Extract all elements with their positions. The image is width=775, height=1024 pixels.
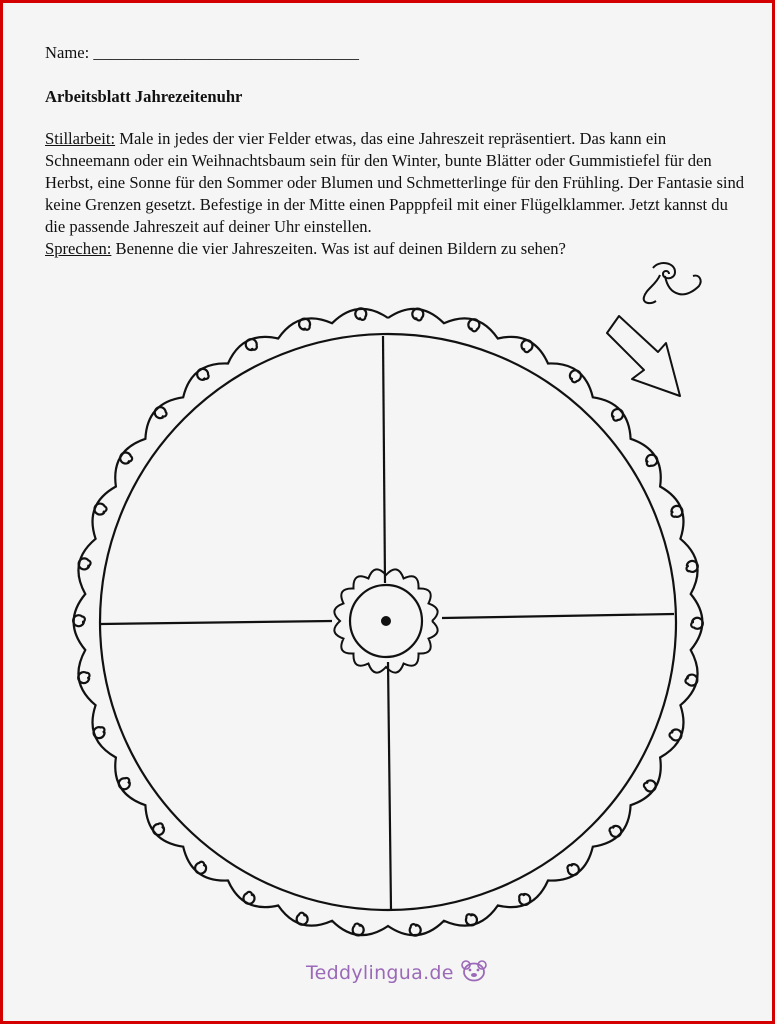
scallop-curl bbox=[297, 913, 308, 925]
hub-dot bbox=[381, 616, 391, 626]
scallop-curl bbox=[94, 727, 105, 738]
scallop-curl bbox=[155, 407, 167, 418]
scallop-curl bbox=[153, 823, 164, 835]
scallop-curl bbox=[644, 780, 656, 791]
divider-right bbox=[442, 614, 674, 618]
scallop-curl bbox=[355, 308, 366, 320]
scallop-curl bbox=[94, 504, 106, 515]
scallop-curl bbox=[612, 409, 623, 421]
task-label-stillarbeit: Stillarbeit: bbox=[45, 129, 116, 148]
scallop-curl bbox=[686, 561, 697, 572]
teddy-bear-icon bbox=[460, 960, 488, 982]
divider-left bbox=[101, 621, 332, 624]
scallop-curl bbox=[353, 924, 364, 936]
scallop-curl bbox=[412, 309, 423, 321]
scallop-curl bbox=[73, 615, 85, 626]
scallop-curl bbox=[299, 319, 310, 330]
scallop-curl bbox=[410, 924, 421, 936]
scallop-curl bbox=[685, 675, 697, 686]
scallop-curl bbox=[646, 455, 657, 466]
brand-logo bbox=[306, 960, 488, 984]
divider-bottom bbox=[388, 662, 391, 910]
worksheet-title: Arbeitsblatt Jahrezeitenuhr bbox=[45, 87, 243, 106]
scroll-ornament-icon bbox=[644, 263, 701, 303]
scallop-curl bbox=[519, 894, 530, 905]
scallop-curl bbox=[79, 558, 91, 569]
scallop-curl bbox=[78, 672, 89, 683]
scallop-curl bbox=[671, 506, 682, 517]
arrow-icon bbox=[607, 316, 680, 396]
name-label: Name: bbox=[45, 43, 90, 62]
task-text-sprechen: Benenne die vier Jahreszeiten. Was ist auf deinen Bildern zu sehen? bbox=[111, 239, 566, 258]
scallop-curl bbox=[669, 729, 681, 740]
divider-top bbox=[383, 336, 385, 583]
brand-text: Teddylingua.de bbox=[306, 962, 454, 984]
scallop-curl bbox=[246, 339, 257, 350]
scallop-curl bbox=[522, 340, 533, 352]
scallop-curl bbox=[567, 864, 579, 875]
scallop-curl bbox=[119, 778, 130, 789]
scallop-curl bbox=[243, 892, 254, 904]
task-label-sprechen: Sprechen: bbox=[45, 239, 112, 258]
scallop-curl bbox=[466, 914, 477, 925]
scallop-curl bbox=[609, 826, 621, 837]
scallop-curl bbox=[570, 370, 581, 382]
task-text-stillarbeit: Male in jedes der vier Felder etwas, das eine Jahreszeit repräsentiert. Das kann ein Schneemann oder ein Weihnachtsbaum sein für den Winter, bunte Blätter oder Gummistiefel für den Herbst, eine Sonne für den Sommer oder Blumen und Schmetterlinge für den Frühling. Der Fantasie sind keine Grenzen gesetzt. Befestige in der Mitte einen Papppfeil mit einer Flügelklammer. Jetzt kannst du die passende Jahreszeit auf deiner Uhr einstellen. bbox=[45, 129, 745, 236]
scallop-curl bbox=[120, 453, 132, 464]
scallop-curl bbox=[197, 369, 209, 380]
scallop-curl bbox=[195, 862, 206, 874]
name-blank: ________________________________ bbox=[93, 43, 359, 62]
scallop-curl bbox=[468, 319, 479, 331]
scallop-curl bbox=[691, 618, 703, 629]
